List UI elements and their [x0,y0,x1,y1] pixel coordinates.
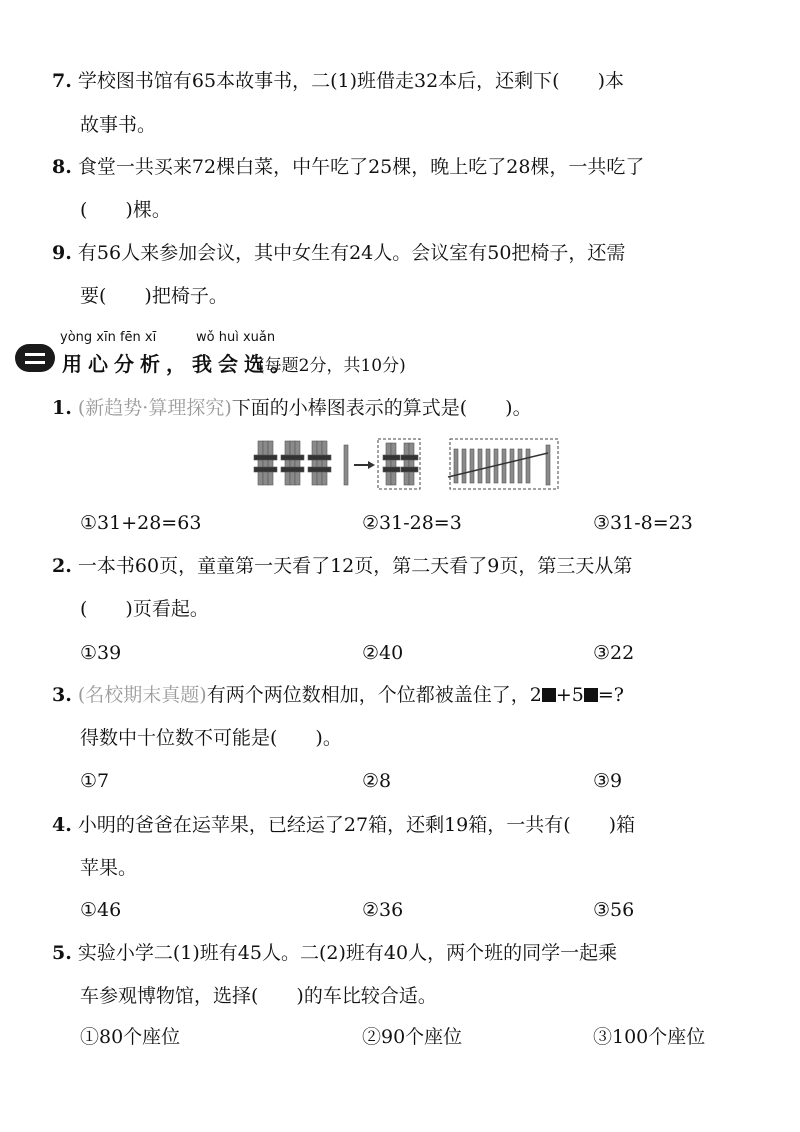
question-tag: (名校期末真题) [77,684,207,706]
question-number: 1. [52,397,72,419]
question-number: 2. [52,555,72,577]
stick-bundle [401,443,418,485]
covered-digit-square [584,688,598,702]
question-number: 9. [52,242,72,264]
question-text: 食堂一共买来72棵白菜，中午吃了25棵，晚上吃了28棵，一共吃了 [77,156,645,178]
question-9-line1 [52,240,625,266]
stick-bundle [281,441,304,485]
option-3[interactable]: ③56 [593,899,635,921]
stick-bundle [308,441,331,485]
question-number: 5. [52,942,72,964]
question-number: 4. [52,814,72,836]
option-2[interactable]: ②90个座位 [362,1026,463,1048]
option-2[interactable]: ②40 [362,642,404,664]
question-5-line1 [52,940,617,966]
option-1[interactable]: ①7 [80,770,110,792]
question-tag: (新趋势·算理探究) [77,397,232,419]
stick-bundle [254,441,277,485]
covered-digit-square [542,688,556,702]
question-number: 3. [52,684,72,706]
option-1[interactable]: ①80个座位 [80,1026,181,1048]
question-7-line1 [52,68,624,94]
stick-bundle-figure [252,437,562,493]
option-3[interactable]: ③22 [593,642,635,664]
question-text: +5 [555,684,584,706]
question-8-line2: ( )棵。 [80,199,171,221]
option-2[interactable]: ②36 [362,899,404,921]
question-9-line2: 要( )把椅子。 [80,285,228,307]
single-sticks-right [454,445,550,485]
option-2[interactable]: ②8 [362,770,392,792]
question-1-line1 [52,395,532,421]
question-3-line2: 得数中十位数不可能是( )。 [80,727,342,749]
option-3[interactable]: ③31-8=23 [593,512,693,534]
question-number: 8. [52,156,72,178]
single-stick [344,445,348,485]
question-8-line1 [52,154,644,180]
option-3[interactable]: ③9 [593,770,623,792]
question-5-line2: 车参观博物馆，选择( )的车比较合适。 [80,985,437,1007]
section-title: 用心分析，我会选。 [62,352,296,376]
question-7-line2: 故事书。 [80,114,157,136]
question-text: 小明的爸爸在运苹果，已经运了27箱，还剩19箱，一共有( )箱 [77,814,636,836]
section-pinyin: wǒ huì xuǎn [196,330,276,345]
section-score-note: (每题2分，共10分) [258,356,406,376]
bundles-tens-right [383,443,418,485]
question-4-line1 [52,812,635,838]
bundles-tens-left [254,441,331,485]
option-1[interactable]: ①46 [80,899,122,921]
question-text: 有两个两位数相加，个位都被盖住了，2 [206,684,542,706]
section-number-badge [15,344,55,372]
question-4-line2: 苹果。 [80,857,138,879]
question-text: 有56人来参加会议，其中女生有24人。会议室有50把椅子，还需 [77,242,626,264]
section-pinyin: yòng xīn fēn xī [60,330,157,345]
question-text: 下面的小棒图表示的算式是( )。 [231,397,532,419]
question-2-line2: ( )页看起。 [80,598,209,620]
question-text: 一本书60页，童童第一天看了12页，第二天看了9页，第三天从第 [77,555,633,577]
option-1[interactable]: ①39 [80,642,122,664]
option-3[interactable]: ③100个座位 [593,1026,706,1048]
stick-bundle [383,443,400,485]
option-1[interactable]: ①31+28=63 [80,512,202,534]
option-2[interactable]: ②31-28=3 [362,512,462,534]
question-text: =? [597,684,624,706]
question-2-line1 [52,553,632,579]
question-3-line1 [52,682,624,708]
arrow-icon [354,461,375,469]
question-text: 学校图书馆有65本故事书，二(1)班借走32本后，还剩下( )本 [77,70,624,92]
question-text: 实验小学二(1)班有45人。二(2)班有40人，两个班的同学一起乘 [77,942,618,964]
question-number: 7. [52,70,72,92]
